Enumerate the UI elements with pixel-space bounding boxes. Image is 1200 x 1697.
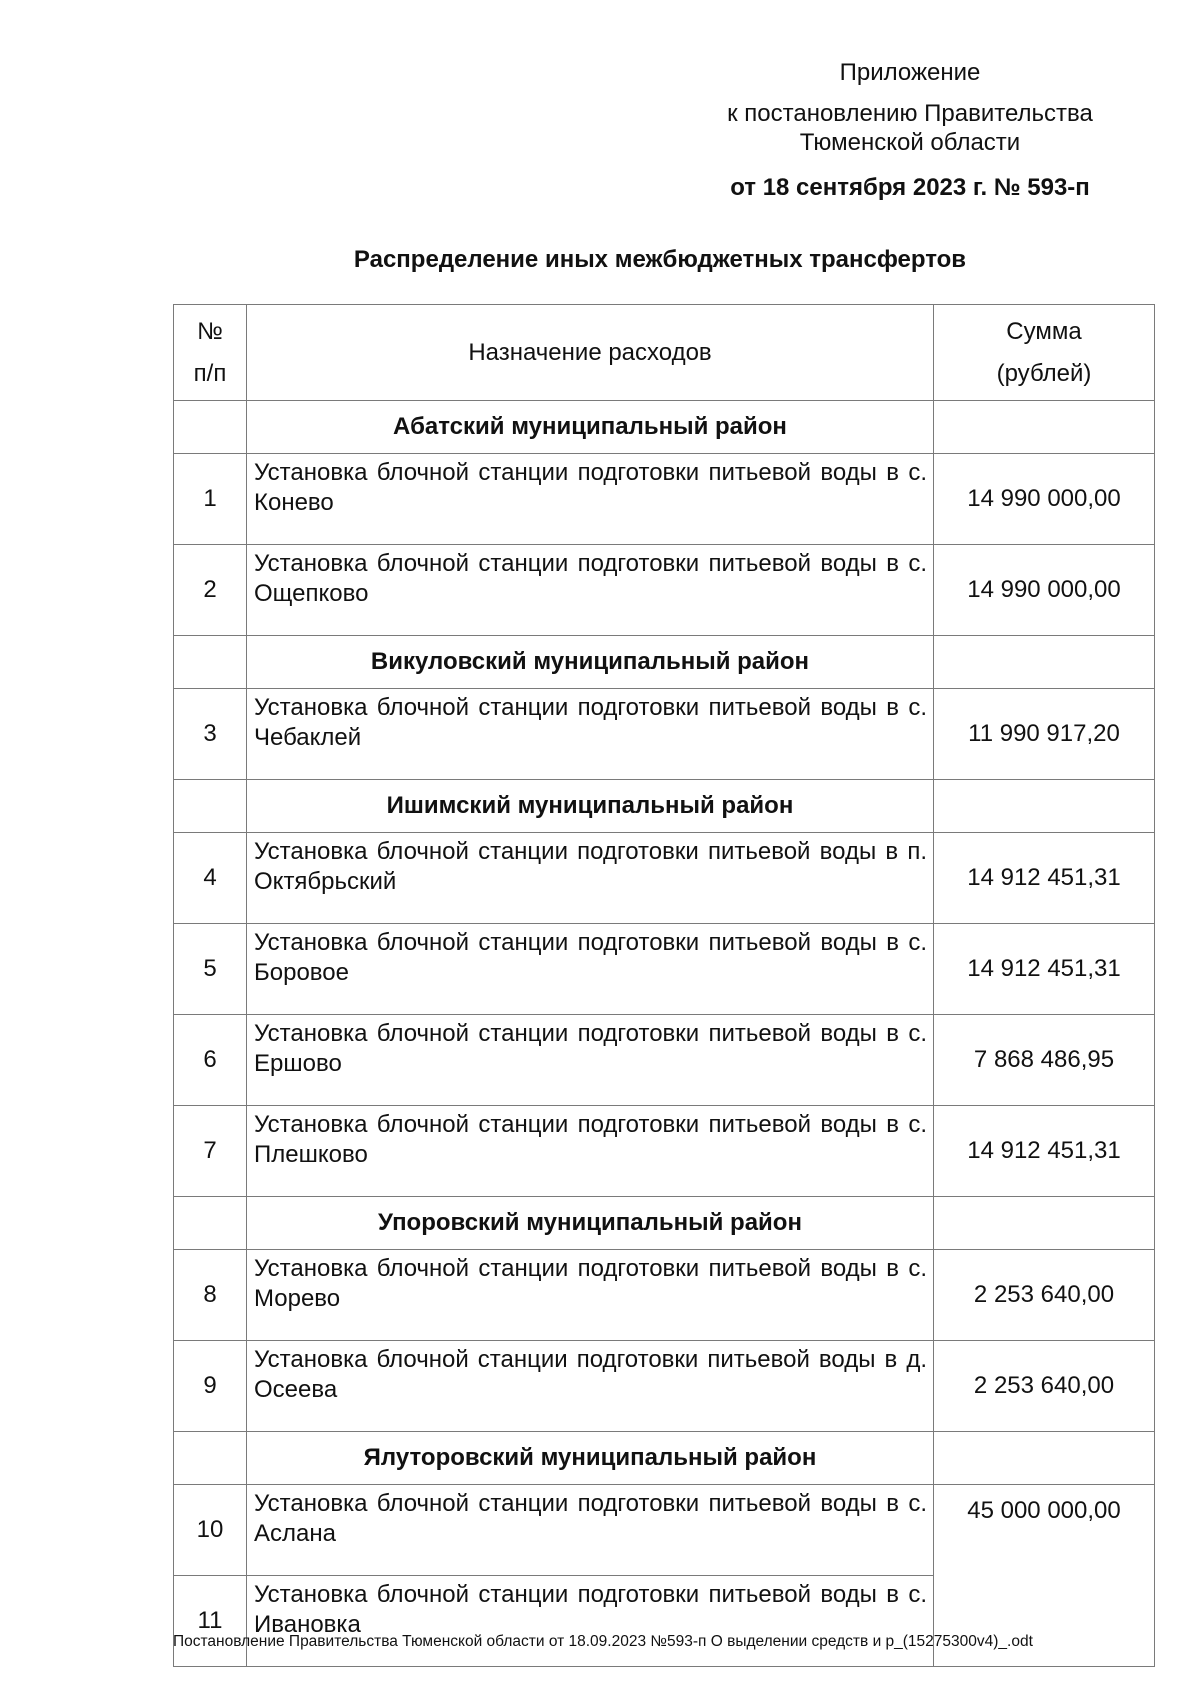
- district-name: Ялуторовский муниципальный район: [247, 1432, 934, 1485]
- district-row: [174, 1432, 1155, 1485]
- table-body: [174, 401, 1155, 1667]
- appendix-label: Приложение: [839, 59, 981, 86]
- header-amount-line1: Сумма: [1006, 317, 1082, 345]
- district-num-cell: [174, 401, 247, 454]
- row-number: 4: [174, 833, 247, 924]
- row-description: Установка блочной станции подготовки питьевой воды в с. Аслана: [247, 1485, 934, 1576]
- row-description: Установка блочной станции подготовки питьевой воды в с. Конево: [247, 454, 934, 545]
- row-description: Установка блочной станции подготовки питьевой воды в д. Осеева: [247, 1341, 934, 1432]
- table-row: [174, 1015, 1155, 1106]
- district-num-cell: [174, 1197, 247, 1250]
- transfers-table: [173, 304, 1155, 1667]
- row-description: Установка блочной станции подготовки питьевой воды в с. Чебаклей: [247, 689, 934, 780]
- table-row: [174, 924, 1155, 1015]
- district-name: Абатский муниципальный район: [247, 401, 934, 454]
- row-amount: 14 912 451,31: [934, 1106, 1155, 1197]
- table-row: [174, 1106, 1155, 1197]
- header-amount-line2: (рублей): [996, 359, 1092, 387]
- row-amount: 14 912 451,31: [934, 924, 1155, 1015]
- district-row: [174, 780, 1155, 833]
- district-amount-cell: [934, 1432, 1155, 1485]
- table-row: [174, 689, 1155, 780]
- row-amount: 45 000 000,00: [934, 1485, 1155, 1667]
- row-number: 11: [174, 1576, 247, 1667]
- row-description: Установка блочной станции подготовки питьевой воды в п. Октябрьский: [247, 833, 934, 924]
- row-amount: 7 868 486,95: [934, 1015, 1155, 1106]
- row-number: 8: [174, 1250, 247, 1341]
- resolution-date-number: от 18 сентября 2023 г. № 593-п: [730, 174, 1090, 201]
- footer-filename: Постановление Правительства Тюменской области от 18.09.2023 №593-п О выделении средств и р_(15275300v4)_.odt: [173, 1633, 1033, 1650]
- district-name: Упоровский муниципальный район: [247, 1197, 934, 1250]
- header-amount: [934, 305, 1155, 401]
- table-row: [174, 1485, 1155, 1576]
- row-description: Установка блочной станции подготовки питьевой воды в с. Морево: [247, 1250, 934, 1341]
- row-description: Установка блочной станции подготовки питьевой воды в с. Ощепково: [247, 545, 934, 636]
- document-title: Распределение иных межбюджетных трансфертов: [353, 246, 967, 273]
- district-amount-cell: [934, 780, 1155, 833]
- row-number: 7: [174, 1106, 247, 1197]
- row-description: Установка блочной станции подготовки питьевой воды в с. Боровое: [247, 924, 934, 1015]
- district-num-cell: [174, 780, 247, 833]
- row-description: Установка блочной станции подготовки питьевой воды в с. Ивановка: [247, 1576, 934, 1667]
- table-header-row: [174, 305, 1155, 401]
- district-amount-cell: [934, 636, 1155, 689]
- row-description: Установка блочной станции подготовки питьевой воды в с. Ершово: [247, 1015, 934, 1106]
- district-row: [174, 1197, 1155, 1250]
- row-number: 6: [174, 1015, 247, 1106]
- row-number: 3: [174, 689, 247, 780]
- region-name: Тюменской области: [799, 129, 1021, 156]
- row-amount: 11 990 917,20: [934, 689, 1155, 780]
- district-amount-cell: [934, 401, 1155, 454]
- header-purpose: Назначение расходов: [247, 305, 934, 401]
- row-amount: 2 253 640,00: [934, 1341, 1155, 1432]
- district-amount-cell: [934, 1197, 1155, 1250]
- row-amount: 14 990 000,00: [934, 545, 1155, 636]
- district-row: [174, 401, 1155, 454]
- table-row: [174, 1341, 1155, 1432]
- header-num: [174, 305, 247, 401]
- row-number: 2: [174, 545, 247, 636]
- header-num-line2: п/п: [193, 359, 227, 387]
- table-row: [174, 833, 1155, 924]
- table-row: [174, 545, 1155, 636]
- header-num-line1: №: [197, 317, 223, 345]
- row-number: 5: [174, 924, 247, 1015]
- district-num-cell: [174, 636, 247, 689]
- row-number: 1: [174, 454, 247, 545]
- row-description: Установка блочной станции подготовки питьевой воды в с. Плешково: [247, 1106, 934, 1197]
- row-amount: 14 990 000,00: [934, 454, 1155, 545]
- district-num-cell: [174, 1432, 247, 1485]
- row-number: 10: [174, 1485, 247, 1576]
- district-row: [174, 636, 1155, 689]
- district-name: Викуловский муниципальный район: [247, 636, 934, 689]
- table-row: [174, 454, 1155, 545]
- row-amount: 2 253 640,00: [934, 1250, 1155, 1341]
- row-number: 9: [174, 1341, 247, 1432]
- district-name: Ишимский муниципальный район: [247, 780, 934, 833]
- resolution-reference: к постановлению Правительства: [727, 100, 1093, 127]
- table-row: [174, 1250, 1155, 1341]
- row-amount: 14 912 451,31: [934, 833, 1155, 924]
